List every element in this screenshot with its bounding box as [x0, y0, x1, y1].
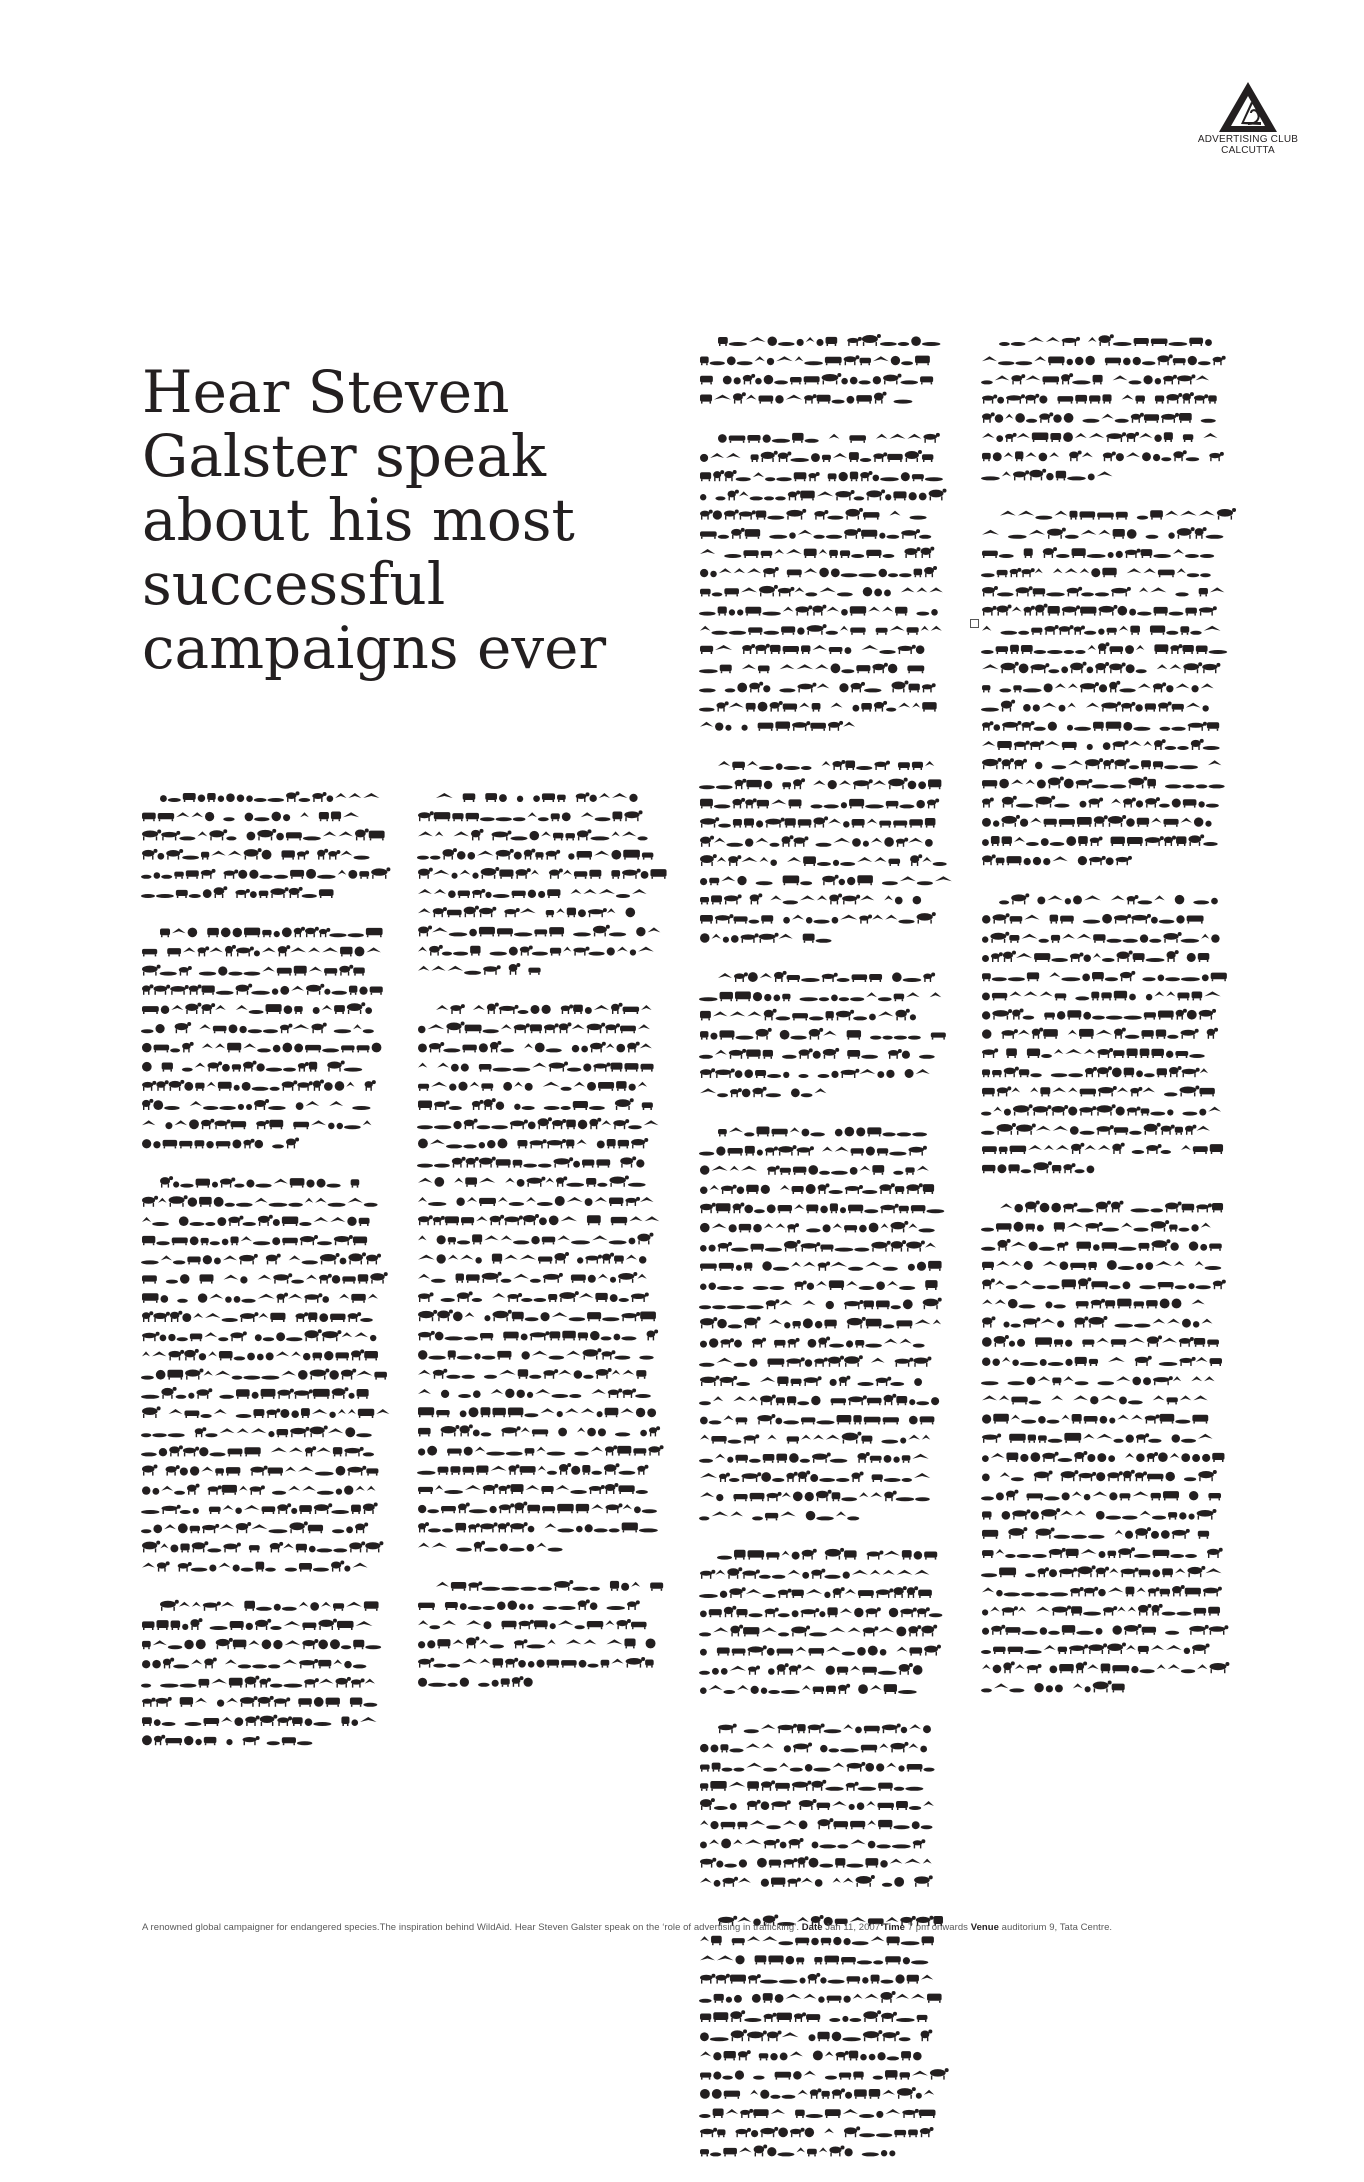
footer-details	[142, 1922, 1242, 1933]
animal-text-line	[700, 2144, 895, 2156]
animal-text-line	[418, 1368, 646, 1379]
animal-text-line	[142, 1715, 376, 1726]
venue-label: Venue	[970, 1922, 999, 1933]
animal-text-line	[142, 1618, 372, 1630]
animal-text-line	[982, 450, 1224, 461]
animal-text-svg	[418, 788, 668, 1712]
animal-text-line	[418, 829, 648, 840]
animal-text-line	[982, 392, 1217, 403]
animal-text-line	[142, 1099, 371, 1110]
animal-text-line	[699, 1394, 939, 1405]
animal-text-line	[981, 1220, 1211, 1231]
animal-text-line	[700, 2010, 927, 2022]
animal-text-line	[142, 1329, 376, 1341]
animal-text-line	[699, 992, 941, 1002]
animal-text-line	[981, 1642, 1210, 1654]
animal-text-line	[982, 527, 1223, 539]
animal-text-line	[418, 963, 541, 975]
animal-text-line	[418, 1407, 656, 1417]
animal-text-line	[700, 875, 952, 885]
animal-text-line	[982, 1028, 1218, 1039]
animal-text-line	[700, 1875, 933, 1887]
animal-text-line	[982, 625, 1221, 635]
animal-text-line	[982, 1085, 1215, 1096]
animal-text-line	[718, 433, 940, 443]
animal-text-line	[700, 1684, 917, 1694]
animal-text-line	[982, 1395, 1208, 1404]
animal-text-line	[982, 721, 1219, 731]
animal-text-line	[982, 854, 1132, 865]
animal-text-line	[700, 1955, 928, 1964]
headline-line: about his most	[142, 486, 575, 554]
animal-text-line	[700, 1432, 930, 1444]
animal-text-line	[417, 1156, 644, 1167]
animal-text-line	[700, 566, 937, 577]
animal-text-line	[418, 1522, 658, 1532]
small-square-mark	[970, 619, 979, 628]
animal-text-line	[700, 1009, 916, 1021]
animal-text-line	[700, 1780, 923, 1791]
animal-text-line	[982, 1414, 1208, 1424]
animal-text-line	[700, 1818, 933, 1829]
advertising-club-logo	[1196, 80, 1300, 156]
animal-text-line	[142, 1638, 381, 1649]
animal-text-line	[700, 1490, 930, 1501]
animal-text-line	[700, 450, 933, 462]
animal-text-line	[700, 816, 935, 827]
animal-text-line	[141, 1521, 368, 1533]
headline	[142, 358, 607, 682]
animal-text-line	[982, 1009, 1216, 1020]
animal-text-line	[982, 1356, 1222, 1366]
animal-text-line	[700, 528, 931, 539]
animal-text-line	[418, 1081, 647, 1091]
animal-text-line	[982, 932, 1220, 943]
animal-text-line	[418, 1196, 654, 1206]
animal-text-line	[699, 1298, 942, 1310]
animal-text-line	[982, 354, 1226, 365]
animal-text-line	[699, 1145, 927, 1155]
animal-text-line	[700, 1068, 930, 1078]
animal-text-column-1	[142, 788, 392, 1771]
animal-text-line	[418, 1098, 653, 1110]
animal-text-line	[436, 1580, 663, 1591]
animal-text-line	[141, 1502, 378, 1514]
animal-text-line	[417, 1463, 648, 1475]
animal-text-line	[417, 848, 653, 860]
logo-line-1: ADVERTISING CLUB	[1197, 134, 1299, 145]
animal-text-line	[699, 605, 938, 616]
animal-text-line	[418, 1424, 660, 1436]
animal-text-line	[982, 815, 1212, 827]
animal-text-line	[141, 1022, 374, 1033]
animal-text-line	[142, 965, 365, 976]
animal-text-line	[700, 1202, 944, 1213]
animal-text-line	[141, 886, 334, 898]
animal-text-line	[700, 1376, 922, 1386]
animal-text-line	[1000, 508, 1236, 520]
animal-text-line	[982, 1527, 1209, 1539]
animal-text-line	[982, 432, 1217, 442]
animal-text-line	[982, 739, 1220, 750]
animal-text-line	[982, 758, 1221, 769]
animal-text-line	[981, 1376, 1215, 1385]
animal-text-line	[982, 1624, 1228, 1635]
animal-text-line	[141, 1387, 369, 1399]
animal-text-line	[982, 777, 1225, 789]
animal-text-line	[418, 1252, 646, 1264]
animal-text-line	[700, 470, 943, 481]
animal-text-line	[700, 1337, 925, 1348]
animal-text-line	[981, 1680, 1125, 1692]
animal-text-line	[700, 2029, 932, 2041]
animal-text-line	[700, 585, 943, 597]
date-label: Date	[801, 1922, 823, 1933]
animal-text-line	[142, 1042, 381, 1053]
animal-text-line	[418, 1445, 664, 1455]
animal-text-line	[418, 1483, 648, 1494]
animal-text-line	[700, 1762, 935, 1772]
animal-text-line	[700, 1317, 941, 1329]
animal-text-line	[982, 950, 1209, 962]
animal-text-line	[700, 1973, 933, 1984]
animal-text-line	[982, 1143, 1223, 1154]
animal-text-line	[700, 1838, 925, 1848]
animal-text-line	[141, 1676, 375, 1688]
animal-text-line	[142, 1079, 376, 1090]
animal-text-line	[700, 933, 832, 943]
animal-text-line	[160, 927, 383, 937]
animal-text-line	[718, 760, 934, 770]
animal-text-line	[982, 1604, 1220, 1616]
animal-text-line	[418, 906, 635, 918]
animal-text-line	[981, 469, 1113, 481]
animal-text-line	[982, 1508, 1216, 1519]
animal-text-line	[717, 1548, 937, 1560]
animal-text-line	[718, 971, 935, 982]
animal-text-line	[700, 547, 934, 558]
animal-text-line	[700, 1645, 941, 1656]
animal-text-line	[718, 334, 940, 346]
animal-text-line	[700, 893, 921, 904]
animal-text-line	[418, 1061, 654, 1071]
animal-text-line	[700, 1280, 938, 1290]
animal-text-line	[981, 1239, 1222, 1251]
animal-text-line	[418, 925, 660, 937]
animal-text-line	[417, 1117, 658, 1129]
animal-text-line	[699, 2109, 935, 2118]
animal-text-line	[700, 392, 912, 404]
animal-text-line	[418, 1636, 656, 1648]
animal-text-line	[418, 1138, 648, 1148]
animal-text-line	[982, 604, 1217, 616]
animal-text-line	[718, 1126, 927, 1136]
animal-text-line	[700, 721, 855, 731]
animal-text-line	[142, 1735, 312, 1745]
animal-text-line	[982, 1335, 1219, 1347]
animal-text-line	[418, 810, 643, 821]
animal-text-line	[981, 642, 1227, 654]
animal-text-line	[141, 1425, 372, 1437]
animal-text-line	[700, 1240, 936, 1252]
animal-text-line	[418, 945, 654, 956]
animal-text-svg	[982, 332, 1232, 1718]
animal-text-line	[982, 834, 1218, 846]
animal-text-column-3	[700, 332, 950, 2182]
animal-text-line	[982, 1547, 1223, 1558]
animal-text-line	[141, 1445, 374, 1456]
animal-text-line	[982, 1260, 1221, 1270]
animal-text-line	[418, 1676, 533, 1687]
animal-text-line	[418, 1657, 654, 1668]
headline-line: campaigns ever	[142, 614, 607, 682]
animal-text-line	[142, 1119, 371, 1130]
animal-text-line	[142, 1349, 378, 1360]
animal-text-line	[982, 412, 1216, 422]
animal-text-line	[981, 1104, 1221, 1115]
time-value: 7 pm onwards	[907, 1922, 968, 1933]
animal-text-line	[141, 867, 390, 878]
animal-text-line	[982, 1451, 1224, 1462]
animal-text-line	[418, 867, 667, 879]
animal-text-line	[418, 1272, 647, 1283]
animal-text-line	[981, 1565, 1222, 1577]
animal-text-line	[142, 812, 359, 822]
animal-text-line	[700, 1261, 942, 1271]
animal-text-line	[700, 1606, 942, 1617]
animal-text-line	[700, 624, 942, 635]
animal-text-line	[982, 1066, 1208, 1077]
animal-text-line	[699, 778, 941, 790]
triangle-al-icon	[1217, 80, 1279, 134]
animal-text-line	[142, 1137, 299, 1148]
animal-text-line	[418, 1541, 563, 1552]
animal-text-line	[700, 1567, 929, 1579]
animal-text-line	[982, 1470, 1217, 1481]
animal-text-line	[418, 1175, 646, 1186]
animal-text-line	[982, 991, 1221, 1001]
animal-text-line	[982, 681, 1214, 693]
animal-text-line	[142, 1293, 378, 1303]
animal-text-line	[699, 1586, 932, 1598]
animal-text-line	[418, 1233, 653, 1245]
animal-text-line	[699, 1663, 923, 1675]
animal-text-line	[141, 1252, 381, 1264]
venue-value: auditorium 9, Tata Centre.	[1001, 1922, 1113, 1933]
animal-text-line	[700, 2068, 949, 2079]
animal-text-line	[982, 547, 1214, 558]
animal-text-line	[999, 893, 1218, 904]
animal-text-line	[982, 1316, 1212, 1328]
animal-text-line	[981, 1490, 1221, 1501]
animal-text-line	[700, 355, 930, 365]
animal-text-line	[982, 1433, 1213, 1443]
animal-text-line	[700, 854, 947, 866]
animal-text-line	[700, 1856, 932, 1867]
animal-text-line	[981, 568, 1211, 577]
animal-text-line	[142, 1002, 372, 1014]
animal-text-line	[700, 912, 936, 924]
animal-text-line	[700, 1028, 946, 1040]
animal-text-line	[699, 1991, 942, 2003]
animal-text-line	[142, 1484, 376, 1495]
animal-text-line	[982, 913, 1204, 923]
animal-text-column-4	[982, 332, 1232, 1718]
animal-text-line	[982, 1585, 1222, 1596]
animal-text-svg	[700, 332, 950, 2182]
animal-text-line	[160, 791, 379, 802]
animal-text-line	[699, 1625, 937, 1637]
animal-text-line	[160, 1600, 379, 1611]
animal-text-line	[700, 1087, 826, 1097]
animal-text-line	[700, 1221, 935, 1232]
animal-text-line	[700, 508, 927, 520]
animal-text-line	[700, 1742, 927, 1753]
animal-text-line	[141, 1368, 387, 1379]
animal-text-line	[436, 792, 638, 802]
animal-text-line	[700, 835, 933, 847]
animal-text-line	[700, 2087, 934, 2099]
animal-text-line	[418, 1214, 659, 1225]
animal-text-line	[142, 1464, 378, 1475]
animal-text-line	[418, 1330, 658, 1341]
animal-text-line	[999, 334, 1212, 346]
animal-text-line	[142, 945, 381, 957]
animal-text-line	[699, 1511, 859, 1521]
animal-text-line	[142, 1657, 366, 1668]
animal-text-line	[982, 971, 1227, 981]
animal-text-line	[982, 1161, 1094, 1173]
animal-text-line	[982, 1298, 1205, 1308]
animal-text-line	[142, 1541, 383, 1553]
animal-text-line	[160, 1176, 359, 1188]
animal-text-line	[700, 1165, 929, 1175]
animal-text-line	[418, 1041, 652, 1053]
animal-text-line	[699, 1452, 929, 1463]
animal-text-line	[436, 1003, 652, 1014]
animal-text-line	[142, 1235, 367, 1245]
animal-text-line	[982, 586, 1224, 596]
animal-text-line	[718, 1723, 931, 1733]
animal-text-line	[699, 680, 936, 692]
animal-text-line	[418, 1022, 650, 1034]
animal-text-line	[700, 1936, 934, 1945]
animal-text-line	[700, 1471, 930, 1482]
animal-text-line	[700, 798, 939, 809]
animal-text-line	[142, 1696, 377, 1707]
headline-line: successful	[142, 550, 446, 618]
animal-text-line	[982, 1048, 1205, 1058]
headline-line: Hear Steven	[142, 358, 510, 426]
animal-text-line	[982, 796, 1219, 808]
animal-text-line	[700, 2050, 922, 2060]
animal-text-line	[700, 373, 933, 384]
animal-text-line	[142, 1560, 368, 1571]
animal-text-line	[418, 1309, 656, 1321]
animal-text-line	[700, 644, 924, 654]
animal-text-line	[418, 1502, 657, 1514]
animal-text-line	[700, 2126, 934, 2137]
animal-text-line	[142, 828, 385, 840]
animal-text-line	[699, 1355, 931, 1367]
animal-text-line	[1000, 1200, 1223, 1212]
footer-intro: A renowned global campaigner for endangered species.The inspiration behind WildAid. Hear Steven Galster speak on the ‘role of advertising in trafficking’.	[142, 1922, 800, 1933]
animal-text-line	[981, 373, 1209, 384]
animal-text-line	[142, 984, 383, 995]
animal-text-line	[418, 1599, 640, 1610]
animal-text-line	[418, 1291, 649, 1302]
animal-text-line	[142, 1406, 389, 1418]
animal-text-line	[982, 1277, 1226, 1289]
animal-text-svg	[142, 788, 392, 1771]
animal-text-line	[699, 1048, 935, 1059]
animal-text-line	[699, 663, 924, 674]
animal-text-line	[700, 489, 947, 501]
animal-text-line	[699, 701, 937, 712]
animal-text-line	[982, 662, 1220, 674]
animal-text-line	[700, 1183, 934, 1194]
animal-text-line	[982, 1661, 1229, 1673]
animal-text-line	[142, 1272, 388, 1283]
animal-text-line	[142, 1215, 370, 1226]
date-value: Jan 11, 2007	[825, 1922, 881, 1933]
animal-text-line	[700, 1414, 934, 1424]
animal-text-line	[418, 1619, 647, 1629]
animal-text-line	[142, 1195, 378, 1207]
animal-text-line	[418, 889, 647, 898]
animal-text-line	[981, 700, 1209, 712]
animal-text-line	[142, 848, 370, 859]
animal-text-line	[700, 1798, 934, 1810]
animal-text-line	[981, 1123, 1210, 1135]
headline-line: Galster speak	[142, 422, 546, 490]
time-label: Time	[882, 1922, 906, 1933]
animal-text-line	[142, 1311, 373, 1322]
animal-text-line	[418, 1388, 651, 1398]
animal-text-column-2	[418, 788, 668, 1712]
logo-line-2: CALCUTTA	[1221, 145, 1275, 156]
animal-text-line	[418, 1348, 654, 1359]
animal-text-line	[142, 1061, 362, 1072]
